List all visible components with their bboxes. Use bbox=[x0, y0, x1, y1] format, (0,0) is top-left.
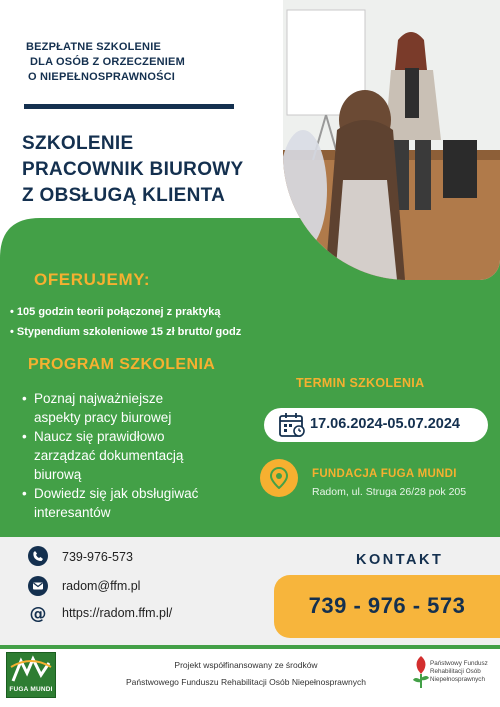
pfron-line: Państwowy Fundusz bbox=[430, 660, 488, 667]
list-item bbox=[22, 484, 272, 522]
list-item-line: biurową bbox=[34, 467, 82, 482]
footer-divider bbox=[0, 645, 500, 649]
phone-icon bbox=[28, 546, 48, 566]
offer-list bbox=[10, 302, 241, 342]
contact-heading: KONTAKT bbox=[356, 552, 444, 568]
title-line-3: Z OBSŁUGĄ KLIENTA bbox=[22, 185, 226, 206]
at-sign-icon bbox=[28, 603, 48, 623]
foundation-name: FUNDACJA FUGA MUNDI bbox=[312, 468, 457, 480]
page-title bbox=[22, 131, 292, 209]
contact-website[interactable]: https://radom.ffm.pl/ bbox=[62, 606, 173, 620]
list-item-line: • Naucz się prawidłowo bbox=[34, 429, 165, 444]
intro-line-1: BEZPŁATNE SZKOLENIE bbox=[26, 41, 161, 53]
intro-line-3: O NIEPEŁNOSPRAWNOŚCI bbox=[28, 71, 176, 83]
offer-heading: OFERUJEMY: bbox=[34, 270, 151, 289]
contact-phone[interactable]: 739-976-573 bbox=[62, 550, 133, 564]
list-item: • 105 godzin teorii połączonej z praktyką bbox=[10, 302, 241, 322]
location-pin-icon bbox=[269, 467, 289, 489]
list-item-line: interesantów bbox=[34, 505, 111, 520]
list-item: • Stypendium szkoleniowe 15 zł brutto/ godz bbox=[10, 322, 241, 342]
training-dates: 17.06.2024-05.07.2024 bbox=[310, 416, 460, 432]
divider bbox=[24, 104, 234, 109]
intro-text bbox=[26, 40, 266, 85]
funding-note bbox=[96, 657, 396, 691]
list-item-line: • Poznaj najważniejsze bbox=[34, 391, 164, 406]
big-phone-number[interactable]: 739 - 976 - 573 bbox=[308, 593, 466, 618]
list-item bbox=[22, 389, 272, 427]
title-line-1: SZKOLENIE bbox=[22, 133, 134, 154]
list-item-line: zarządzać dokumentacją bbox=[34, 448, 184, 463]
calendar-icon bbox=[278, 412, 306, 438]
program-heading: PROGRAM SZKOLENIA bbox=[28, 356, 216, 373]
pfron-line: Rehabilitacji Osób bbox=[430, 668, 481, 675]
intro-line-2: DLA OSÓB Z ORZECZENIEM bbox=[30, 56, 185, 68]
funding-line-2: Państwowego Funduszu Rehabilitacji Osób Niepełnosprawnych bbox=[125, 677, 367, 687]
pfron-logo-icon bbox=[410, 654, 432, 690]
pfron-name bbox=[430, 660, 498, 684]
foundation-address: Radom, ul. Struga 26/28 pok 205 bbox=[312, 486, 467, 498]
training-photo bbox=[283, 0, 500, 280]
list-item-line: aspekty pracy biurowej bbox=[34, 410, 172, 425]
contact-email[interactable]: radom@ffm.pl bbox=[62, 579, 141, 593]
list-item-line: • Dowiedz się jak obsługiwać bbox=[34, 486, 199, 501]
email-icon bbox=[28, 576, 48, 596]
svg-text:@: @ bbox=[29, 604, 47, 623]
title-line-2: PRACOWNIK BIUROWY bbox=[22, 159, 244, 180]
list-item bbox=[22, 427, 272, 484]
program-list bbox=[22, 389, 272, 522]
pfron-line: Niepełnosprawnych bbox=[430, 676, 485, 683]
funding-line-1: Projekt współfinansowany ze środków bbox=[174, 660, 318, 670]
term-heading: TERMIN SZKOLENIA bbox=[296, 376, 425, 390]
fuga-mundi-label: FUGA MUNDI bbox=[9, 686, 53, 693]
